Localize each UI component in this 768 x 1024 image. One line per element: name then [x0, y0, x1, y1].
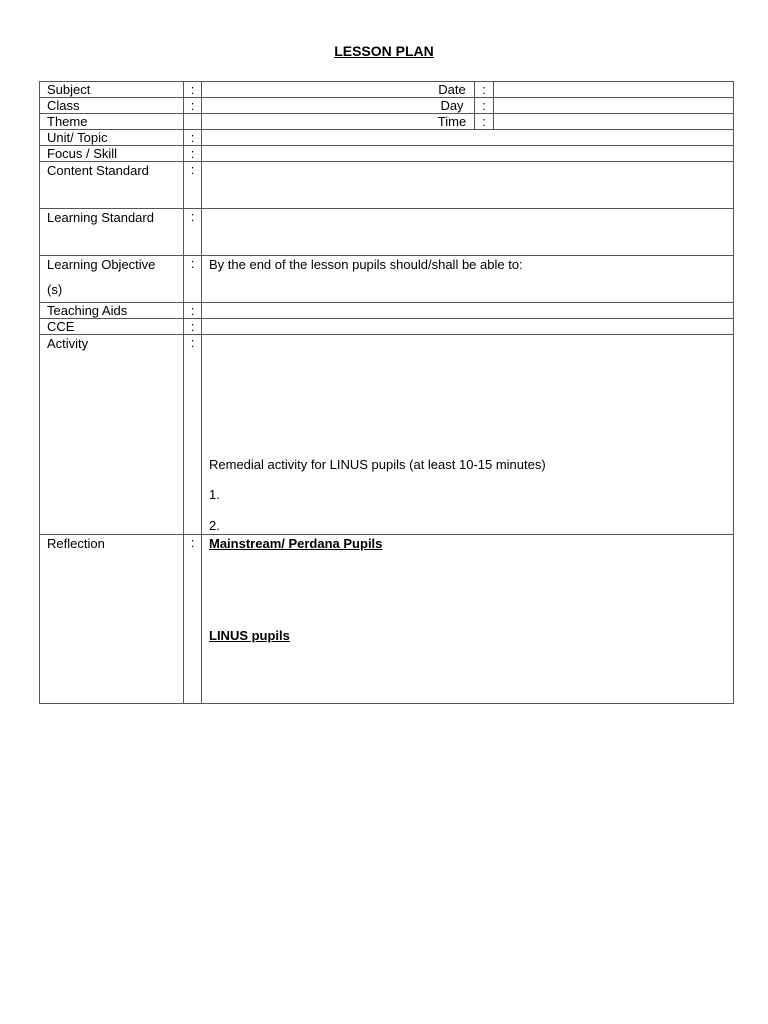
learning-objective-label-line2: (s): [47, 282, 63, 297]
row-theme: [40, 114, 734, 130]
reflection-value[interactable]: [202, 535, 734, 704]
activity-colon: :: [184, 335, 202, 535]
time-value[interactable]: [494, 114, 733, 129]
day-value[interactable]: [494, 98, 733, 113]
learning-objective-colon: :: [184, 256, 202, 303]
teaching-aids-colon: :: [184, 303, 202, 319]
theme-label: Theme: [40, 114, 184, 130]
teaching-aids-value[interactable]: [202, 303, 734, 319]
subject-value-cell[interactable]: [202, 82, 734, 98]
content-standard-colon: :: [184, 162, 202, 209]
theme-value-cell[interactable]: [202, 114, 734, 130]
reflection-colon: :: [184, 535, 202, 704]
unit-topic-label: Unit/ Topic: [40, 130, 184, 146]
reflection-label: Reflection: [40, 535, 184, 704]
row-teaching-aids: [40, 303, 734, 319]
row-focus-skill: [40, 146, 734, 162]
class-value[interactable]: [202, 98, 430, 113]
learning-standard-value[interactable]: [202, 209, 734, 256]
day-colon: :: [474, 98, 494, 113]
unit-topic-colon: :: [184, 130, 202, 146]
activity-label: Activity: [40, 335, 184, 535]
date-value[interactable]: [494, 82, 733, 97]
theme-colon: [184, 114, 202, 130]
row-unit-topic: [40, 130, 734, 146]
subject-label: Subject: [40, 82, 184, 98]
mainstream-heading: Mainstream/ Perdana Pupils: [209, 536, 383, 551]
row-content-standard: [40, 162, 734, 209]
row-learning-standard: [40, 209, 734, 256]
row-class: [40, 98, 734, 114]
lesson-plan-table: [39, 81, 734, 704]
learning-standard-label: Learning Standard: [40, 209, 184, 256]
remedial-activity-text: Remedial activity for LINUS pupils (at least 10-15 minutes): [209, 457, 546, 472]
cce-value[interactable]: [202, 319, 734, 335]
subject-value[interactable]: [202, 82, 430, 97]
theme-value[interactable]: [202, 114, 430, 129]
activity-item-1: 1.: [209, 487, 220, 502]
content-standard-value[interactable]: [202, 162, 734, 209]
row-learning-objective: [40, 256, 734, 303]
class-label: Class: [40, 98, 184, 114]
learning-objective-value[interactable]: By the end of the lesson pupils should/shall be able to:: [202, 256, 734, 303]
linus-heading: LINUS pupils: [209, 628, 290, 643]
learning-objective-label: [40, 256, 184, 303]
row-cce: [40, 319, 734, 335]
activity-item-2: 2.: [209, 518, 220, 533]
time-colon: :: [474, 114, 494, 129]
cce-colon: :: [184, 319, 202, 335]
date-label: Date: [438, 82, 466, 97]
day-label: Day: [440, 98, 464, 113]
activity-value[interactable]: [202, 335, 734, 535]
focus-skill-value[interactable]: [202, 146, 734, 162]
time-label: Time: [437, 114, 467, 129]
class-value-cell[interactable]: [202, 98, 734, 114]
subject-colon: :: [184, 82, 202, 98]
row-activity: [40, 335, 734, 535]
learning-objective-label-line1: Learning Objective: [47, 257, 156, 272]
row-subject: [40, 82, 734, 98]
focus-skill-colon: :: [184, 146, 202, 162]
cce-label: CCE: [40, 319, 184, 335]
date-colon: :: [474, 82, 494, 97]
focus-skill-label: Focus / Skill: [40, 146, 184, 162]
content-standard-label: Content Standard: [40, 162, 184, 209]
learning-standard-colon: :: [184, 209, 202, 256]
unit-topic-value[interactable]: [202, 130, 734, 146]
teaching-aids-label: Teaching Aids: [40, 303, 184, 319]
page-title: LESSON PLAN: [334, 43, 434, 59]
class-colon: :: [184, 98, 202, 114]
row-reflection: [40, 535, 734, 704]
